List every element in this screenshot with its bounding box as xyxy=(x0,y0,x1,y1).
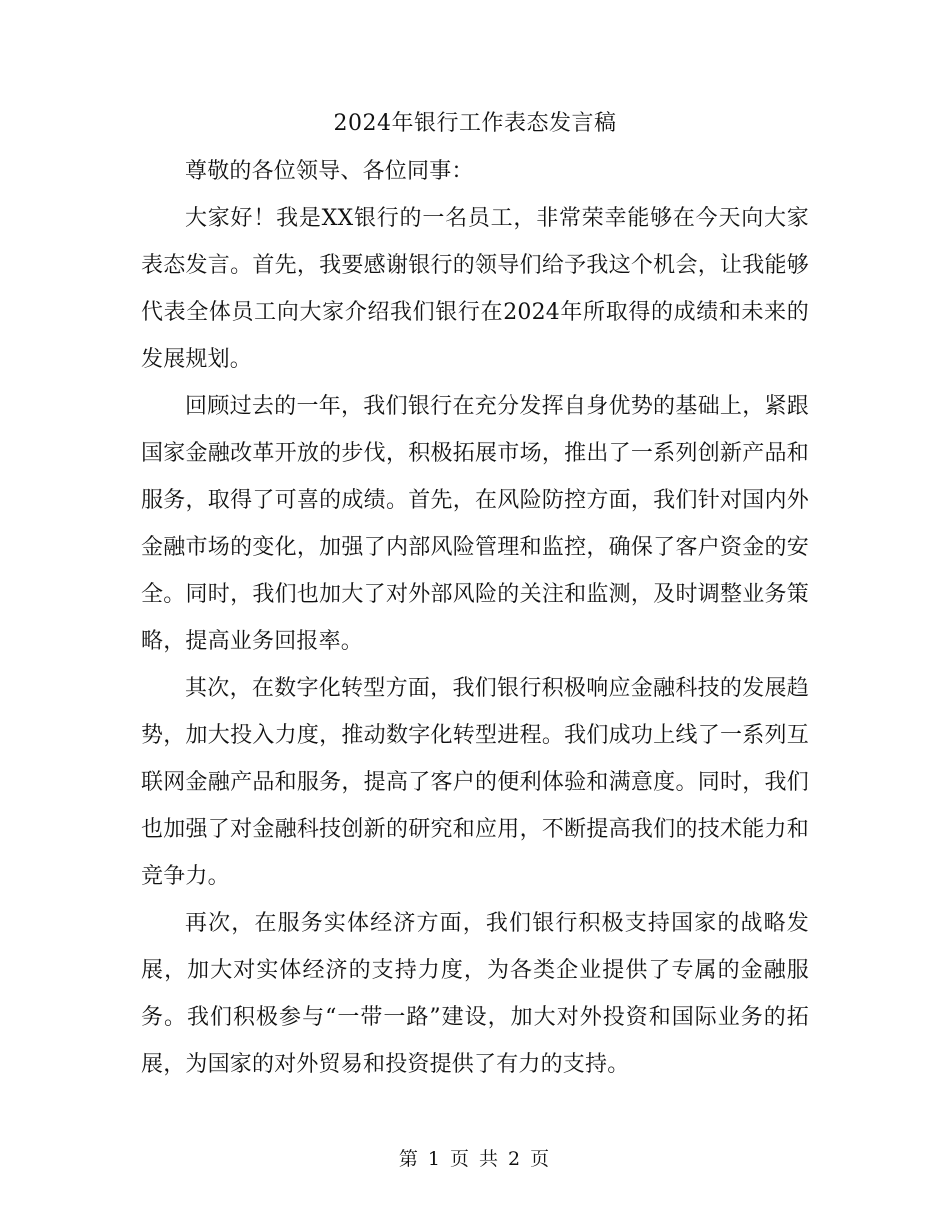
salutation: 尊敬的各位领导、各位同事： xyxy=(185,159,474,184)
document-body xyxy=(141,148,809,1088)
document-title: 2024年银行工作表态发言稿 xyxy=(333,111,617,136)
paragraph-economy: 再次，在服务实体经济方面，我们银行积极支持国家的战略发展，加大对实体经济的支持力度，为各类企业提供了专属的金融服务。我们积极参与“一带一路”建设，加大对外投资和国际业务的拓展，为国家的对外贸易和投资提供了有力的支持。 xyxy=(141,911,809,1077)
paragraph-review: 回顾过去的一年，我们银行在充分发挥自身优势的基础上，紧跟国家金融改革开放的步伐，积极拓展市场，推出了一系列创新产品和服务，取得了可喜的成绩。首先，在风险防控方面，我们针对国内外金融市场的变化，加强了内部风险管理和监控，确保了客户资金的安全。同时，我们也加大了对外部风险的关注和监测，及时调整业务策略，提高业务回报率。 xyxy=(141,394,809,654)
paragraph-digital: 其次，在数字化转型方面，我们银行积极响应金融科技的发展趋势，加大投入力度，推动数字化转型进程。我们成功上线了一系列互联网金融产品和服务，提高了客户的便利体验和满意度。同时，我们也加强了对金融科技创新的研究和应用，不断提高我们的技术能力和竞争力。 xyxy=(141,676,809,889)
paragraph-intro: 大家好！我是XX银行的一名员工，非常荣幸能够在今天向大家表态发言。首先，我要感谢银行的领导们给予我这个机会，让我能够代表全体员工向大家介绍我们银行在2024年所取得的成绩和未来的发展规划。 xyxy=(141,206,809,372)
page-number: 第 1 页 共 2 页 xyxy=(398,1148,552,1170)
